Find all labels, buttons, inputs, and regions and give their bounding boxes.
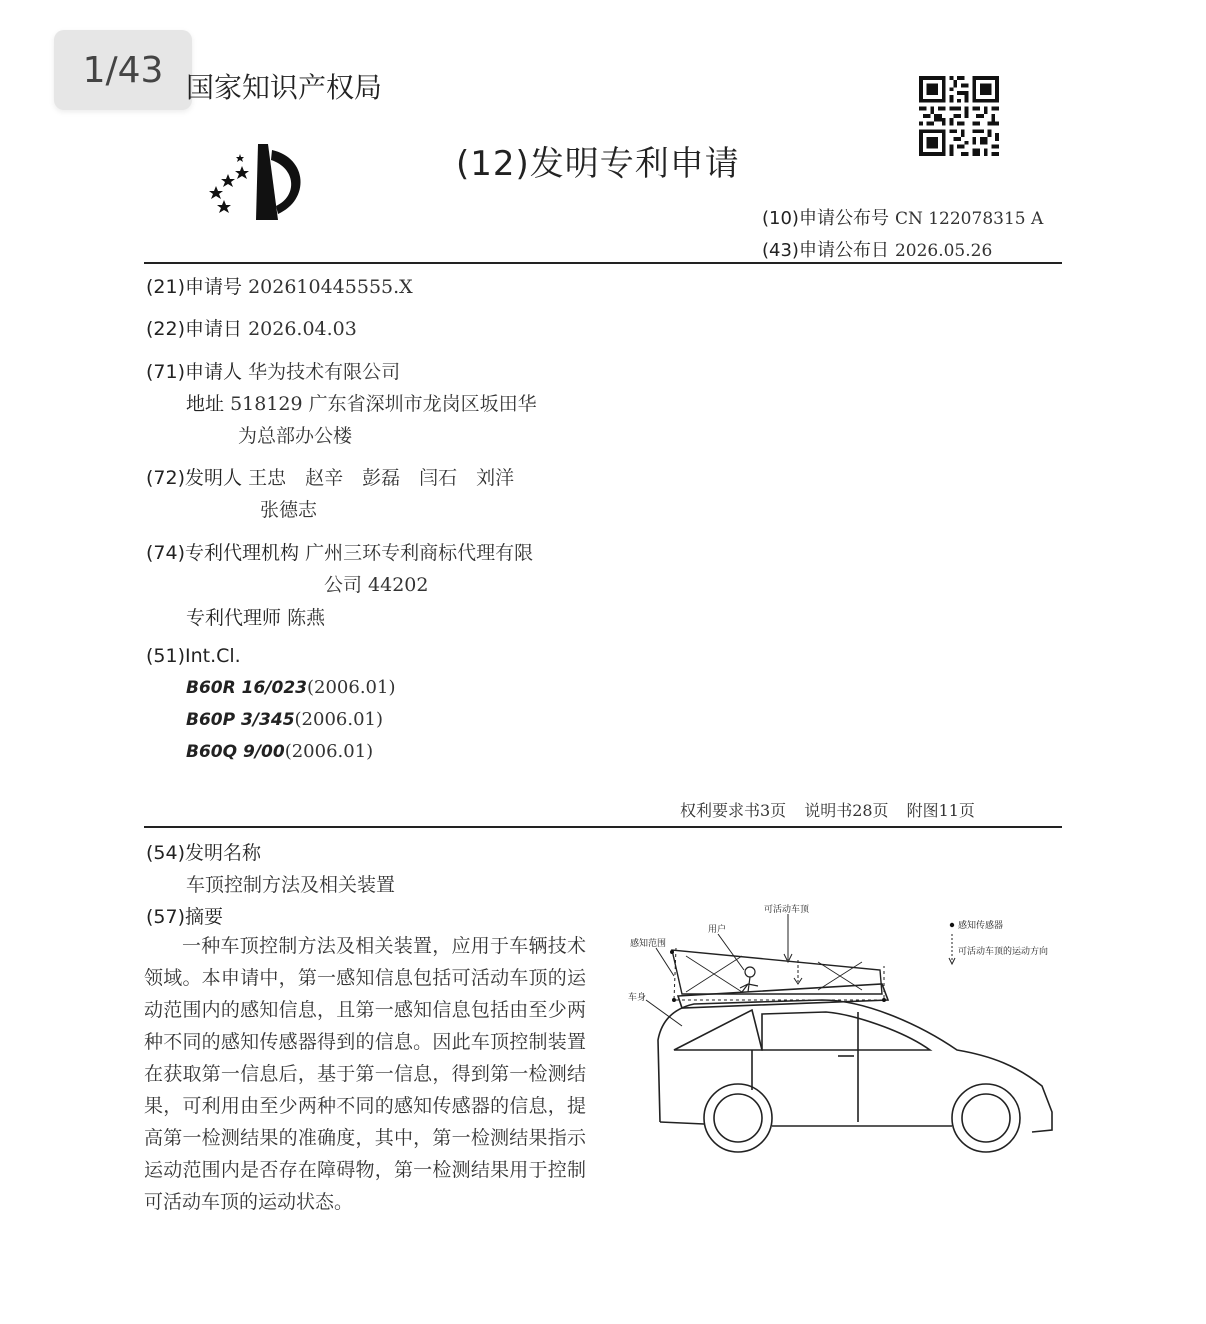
car-body-outline — [658, 1000, 1052, 1132]
claims-pages: 权利要求书3页 — [680, 801, 787, 820]
legend-direction-label: 可活动车顶的运动方向 — [958, 947, 1049, 957]
rear-wheel — [714, 1094, 762, 1142]
legend-sensor-dot — [950, 923, 954, 927]
abstract-figure — [612, 890, 1072, 1180]
applicant-name: 华为技术有限公司 — [248, 361, 401, 383]
user-callout-line — [718, 934, 744, 970]
agency-line-1: 广州三环专利商标代理有限 — [305, 542, 534, 564]
address-label: 地址 — [186, 393, 225, 415]
rear-window — [674, 1010, 762, 1050]
inventors-line-1: 王忠 赵辛 彭磊 闫石 刘洋 — [248, 467, 515, 489]
header-divider — [144, 262, 1062, 264]
publication-date-row — [762, 236, 992, 262]
invention-name: 车顶控制方法及相关装置 — [186, 874, 396, 896]
car-lower-line — [660, 1122, 704, 1124]
drawings-pages: 附图11页 — [906, 801, 975, 820]
publication-date-label: (43)申请公布日 — [762, 240, 889, 261]
application-number-label: (21)申请号 — [146, 276, 243, 298]
page-indicator-badge: 1/43 — [54, 30, 192, 110]
inventors-label: (72)发明人 — [146, 467, 243, 489]
movable-roof — [672, 948, 884, 1000]
sensor-marker — [672, 998, 676, 1002]
abstract-text — [144, 930, 586, 1218]
user-body — [740, 977, 758, 992]
inventors-line-2-row — [260, 495, 317, 522]
agent-row — [186, 603, 325, 630]
ipc-date: (2006.01) — [284, 741, 374, 762]
ipc-date: (2006.01) — [306, 677, 396, 698]
ipc-date: (2006.01) — [294, 709, 384, 730]
ipc-code: B60Q 9/00 — [186, 742, 285, 762]
agency-row — [146, 538, 533, 565]
label-sense-range: 感知范围 — [630, 939, 667, 949]
applicant-label: (71)申请人 — [146, 361, 243, 383]
sensor-marker — [882, 998, 886, 1002]
agency-line-2-row — [324, 570, 428, 597]
page-counts — [680, 798, 993, 821]
roof-cross-brace-1 — [686, 956, 742, 992]
ipc-code: B60P 3/345 — [186, 710, 295, 730]
invention-name-label: (54)发明名称 — [146, 842, 262, 864]
office-name: 国家知识产权局 — [186, 71, 383, 104]
document-title: (12)发明专利申请 — [456, 144, 740, 184]
applicant-row — [146, 357, 400, 384]
address-line-2: 为总部办公楼 — [238, 425, 353, 447]
abstract-label: (57)摘要 — [146, 906, 224, 928]
ipc-code: B60R 16/023 — [186, 678, 307, 698]
qr-code-icon — [918, 76, 1000, 156]
intcl-label: (51)Int.Cl. — [146, 645, 241, 667]
address-line-1: 518129 广东省深圳市龙岗区坂田华 — [230, 393, 537, 415]
agency-line-2: 公司 44202 — [324, 574, 429, 596]
agency-label: (74)专利代理机构 — [146, 542, 300, 564]
application-date-label: (22)申请日 — [146, 318, 243, 340]
ipc-entry — [186, 709, 383, 730]
sensor-marker — [670, 950, 674, 954]
publication-number-row — [762, 204, 1043, 230]
cnipa-logo-icon — [198, 140, 312, 228]
agent-label: 专利代理师 — [186, 607, 282, 629]
address-row — [186, 389, 537, 416]
section-divider — [144, 826, 1062, 828]
user-figure — [740, 967, 758, 992]
label-car-body: 车身 — [628, 993, 647, 1003]
ipc-entry — [186, 677, 395, 698]
sense-range-outline — [674, 948, 884, 1000]
publication-date: 2026.05.26 — [894, 241, 993, 261]
agent-name: 陈燕 — [287, 607, 326, 629]
application-date-row — [146, 314, 357, 341]
legend-sensor-label: 感知传感器 — [958, 921, 1004, 931]
address-line-2-row — [238, 421, 352, 448]
label-movable-roof: 可活动车顶 — [764, 905, 810, 915]
label-user: 用户 — [708, 925, 727, 935]
abstract-paragraph: 一种车顶控制方法及相关装置，应用于车辆技术领域。本申请中，第一感知信息包括可活动车顶的运动范围内的感知信息，且第一感知信息包括由至少两种不同的感知传感器得到的信息。因此车顶控制装置在获取第一信息后，基于第一信息，得到第一检测结果，可利用由至少两种不同的感知传感器的信息，提高第一检测结果的准确度，其中，第一检测结果指示运动范围内是否存在障碍物，第一检测结果用于控制可活动车顶的运动状态。 — [144, 935, 586, 1213]
inventors-line-2: 张德志 — [260, 499, 318, 521]
application-number-row — [146, 272, 413, 299]
side-window — [762, 1012, 930, 1050]
user-head — [745, 967, 755, 977]
publication-number: CN 122078315 A — [894, 209, 1044, 229]
description-pages: 说明书28页 — [804, 801, 889, 820]
inventors-row — [146, 463, 514, 490]
application-date: 2026.04.03 — [248, 318, 357, 340]
publication-number-label: (10)申请公布号 — [762, 208, 889, 229]
application-number: 202610445555.X — [248, 276, 413, 298]
ipc-entry — [186, 741, 373, 762]
front-wheel — [962, 1094, 1010, 1142]
vehicle-drawing — [658, 984, 1052, 1152]
intcl-row — [146, 645, 241, 667]
roof-tent-outline — [672, 950, 882, 994]
